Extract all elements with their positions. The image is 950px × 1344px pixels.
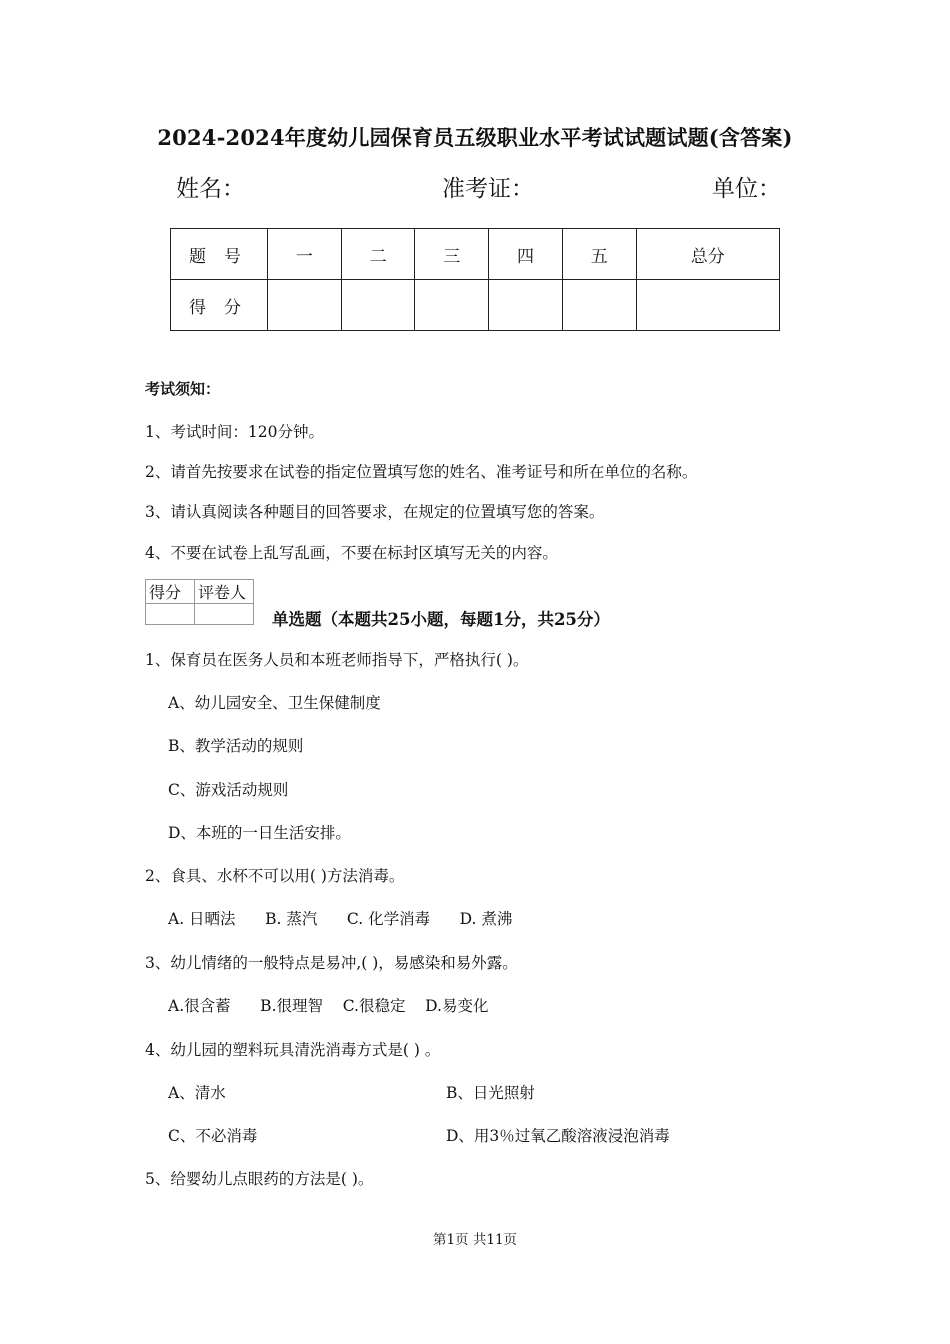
column-1: 一	[268, 229, 342, 280]
score-table-header-row	[171, 229, 780, 280]
column-3: 三	[415, 229, 489, 280]
score-cell-4	[489, 280, 563, 331]
question-2: 2、食具、水杯不可以用( )方法消毒。	[145, 867, 405, 885]
q3-options: A.很含蓄 B.很理智 C.很稳定 D.易变化	[168, 997, 489, 1015]
section-title: 单选题（本题共25小题，每题1分，共25分）	[272, 610, 610, 629]
page-footer: 第1页 共11页	[432, 1232, 518, 1248]
score-table-score-row	[171, 280, 780, 331]
q1-option-b: B、教学活动的规则	[168, 737, 304, 755]
q4-option-c: C、不必消毒	[168, 1127, 258, 1145]
notice-rule-1: 1、考试时间：120分钟。	[145, 423, 324, 441]
column-2: 二	[341, 229, 415, 280]
grader-reviewer-label: 评卷人	[195, 580, 254, 604]
q2-options: A. 日晒法 B. 蒸汽 C. 化学消毒 D. 煮沸	[168, 910, 513, 928]
score-cell-5	[562, 280, 636, 331]
grader-score-cell	[146, 604, 195, 625]
q4-option-a: A、清水	[168, 1084, 226, 1102]
score-table	[170, 228, 780, 331]
exam-id-field-label: 准考证：	[442, 176, 534, 202]
q4-option-b: B、日光照射	[446, 1084, 535, 1102]
question-3: 3、幼儿情绪的一般特点是易冲,( )，易感染和易外露。	[145, 954, 518, 972]
notice-rule-4: 4、不要在试卷上乱写乱画，不要在标封区填写无关的内容。	[145, 544, 558, 562]
score-cell-2	[341, 280, 415, 331]
column-5: 五	[562, 229, 636, 280]
notice-rule-3: 3、请认真阅读各种题目的回答要求，在规定的位置填写您的答案。	[145, 503, 605, 521]
question-5: 5、给婴幼儿点眼药的方法是( )。	[145, 1170, 374, 1188]
unit-field-label: 单位：	[712, 176, 781, 202]
question-1: 1、保育员在医务人员和本班老师指导下，严格执行( )。	[145, 651, 529, 669]
score-cell-3	[415, 280, 489, 331]
q1-option-d: D、本班的一日生活安排。	[168, 824, 351, 842]
q1-option-c: C、游戏活动规则	[168, 781, 289, 799]
grader-reviewer-cell	[195, 604, 254, 625]
notice-heading: 考试须知：	[145, 380, 221, 398]
q4-option-d: D、用3％过氧乙酸溶液浸泡消毒	[446, 1127, 670, 1145]
column-4: 四	[489, 229, 563, 280]
score-cell-1	[268, 280, 342, 331]
question-number-label: 题号	[171, 229, 268, 280]
score-cell-total	[636, 280, 779, 331]
name-field-label: 姓名：	[176, 176, 245, 202]
notice-rule-2: 2、请首先按要求在试卷的指定位置填写您的姓名、准考证号和所在单位的名称。	[145, 463, 698, 481]
grader-box	[145, 579, 254, 625]
score-label: 得分	[171, 280, 268, 331]
column-total: 总分	[636, 229, 779, 280]
grader-score-label: 得分	[146, 580, 195, 604]
question-4: 4、幼儿园的塑料玩具清洗消毒方式是( ) 。	[145, 1041, 441, 1059]
exam-title: 2024-2024年度幼儿园保育员五级职业水平考试试题试题(含答案)	[157, 125, 793, 150]
q1-option-a: A、幼儿园安全、卫生保健制度	[168, 694, 381, 712]
